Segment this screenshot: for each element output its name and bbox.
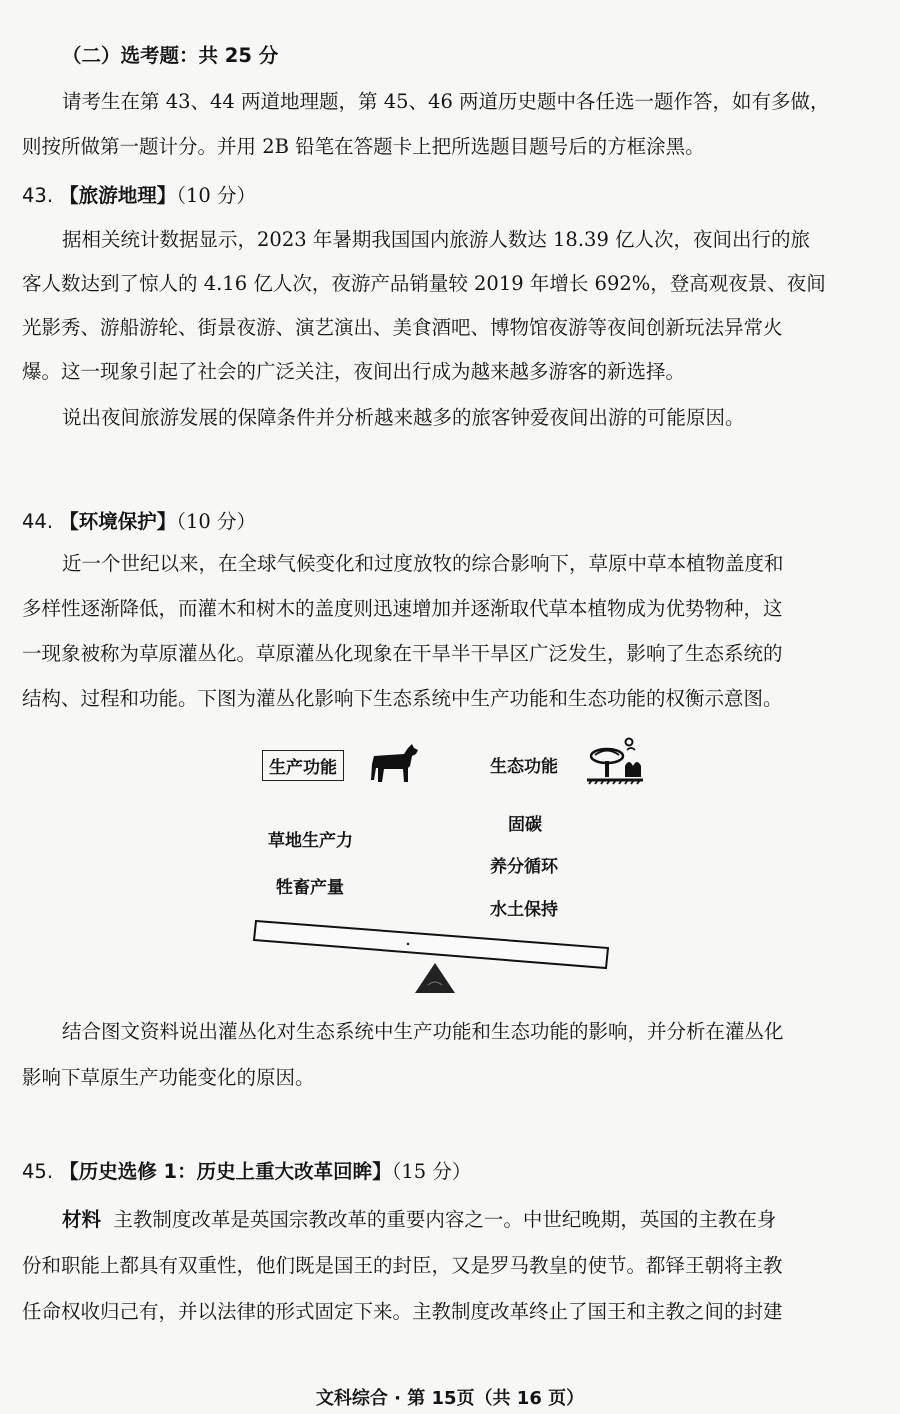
soil-water-conservation-label: 水土保持 [490, 900, 558, 920]
q43-heading [22, 182, 256, 210]
livestock-icon [368, 742, 420, 784]
q43-text-line-1: 据相关统计数据显示，2023 年暑期我国国内旅游人数达 18.39 亿人次，夜间出行的旅 [62, 228, 811, 251]
q45-material-label: 材料 [62, 1208, 102, 1231]
shrub-tree-icon [585, 736, 645, 788]
q43-question: 说出夜间旅游发展的保障条件并分析越来越多的旅客钟爱夜间出游的可能原因。 [62, 406, 745, 429]
q44-tag: 【环境保护】 [59, 510, 177, 533]
q45-score: （15 分） [391, 1160, 472, 1183]
section-title: （二）选考题：共 25 分 [62, 44, 279, 67]
q44-heading [22, 508, 256, 536]
section-instruction-line-2: 则按所做第一题计分。并用 2B 铅笔在答题卡上把所选题目题号后的方框涂黑。 [22, 135, 705, 158]
page-footer: 文科综合 · 第 15页（共 16 页） [315, 1388, 585, 1409]
q45-text-line-1 [62, 1206, 776, 1234]
q44-score: （10 分） [176, 510, 256, 533]
carbon-sequestration-label: 固碳 [508, 815, 542, 835]
q45-text-line-1-body: 主教制度改革是英国宗教改革的重要内容之一。中世纪晚期，英国的主教在身 [113, 1208, 777, 1231]
q45-text-line-2: 份和职能上都具有双重性，他们既是国王的封臣，又是罗马教皇的使节。都铎王朝将主教 [22, 1254, 783, 1277]
q44-text-line-2: 多样性逐渐降低，而灌木和树木的盖度则迅速增加并逐渐取代草本植物成为优势物种，这 [22, 597, 783, 620]
fulcrum-triangle [415, 963, 455, 993]
q45-number: 45. [22, 1160, 54, 1183]
q43-text-line-4: 爆。这一现象引起了社会的广泛关注，夜间出行成为越来越多游客的新选择。 [22, 360, 686, 383]
q45-text-line-3: 任命权收归己有，并以法律的形式固定下来。主教制度改革终止了国王和主教之间的封建 [22, 1300, 783, 1323]
section-instruction-line-1: 请考生在第 43、44 两道地理题，第 45、46 两道历史题中各任选一题作答，如有多做， [62, 90, 830, 113]
production-function-label: 生产功能 [262, 750, 344, 781]
ecological-function-label: 生态功能 [490, 757, 558, 777]
q43-number: 43. [22, 184, 54, 207]
nutrient-cycling-label: 养分循环 [490, 857, 558, 877]
q44-question-line-2: 影响下草原生产功能变化的原因。 [22, 1066, 315, 1089]
grassland-productivity-label: 草地生产力 [268, 831, 353, 851]
q43-tag: 【旅游地理】 [59, 184, 177, 207]
q43-text-line-3: 光影秀、游船游轮、街景夜游、演艺演出、美食酒吧、博物馆夜游等夜间创新玩法异常火 [22, 316, 783, 339]
q44-question-line-1: 结合图文资料说出灌丛化对生态系统中生产功能和生态功能的影响，并分析在灌丛化 [62, 1020, 784, 1043]
q45-heading [22, 1158, 471, 1186]
q43-text-line-2: 客人数达到了惊人的 4.16 亿人次，夜游产品销量较 2019 年增长 692%，登高观夜景、夜间 [22, 272, 826, 295]
livestock-output-label: 牲畜产量 [276, 878, 344, 898]
balance-beam [240, 915, 620, 1000]
q44-text-line-4: 结构、过程和功能。下图为灌丛化影响下生态系统中生产功能和生态功能的权衡示意图。 [22, 687, 783, 710]
q44-text-line-3: 一现象被称为草原灌丛化。草原灌丛化现象在干旱半干旱区广泛发生，影响了生态系统的 [22, 642, 783, 665]
q44-number: 44. [22, 510, 54, 533]
q45-tag: 【历史选修 1：历史上重大改革回眸】 [59, 1160, 392, 1183]
q43-score: （10 分） [176, 184, 256, 207]
q44-text-line-1: 近一个世纪以来，在全球气候变化和过度放牧的综合影响下，草原中草本植物盖度和 [62, 552, 784, 575]
